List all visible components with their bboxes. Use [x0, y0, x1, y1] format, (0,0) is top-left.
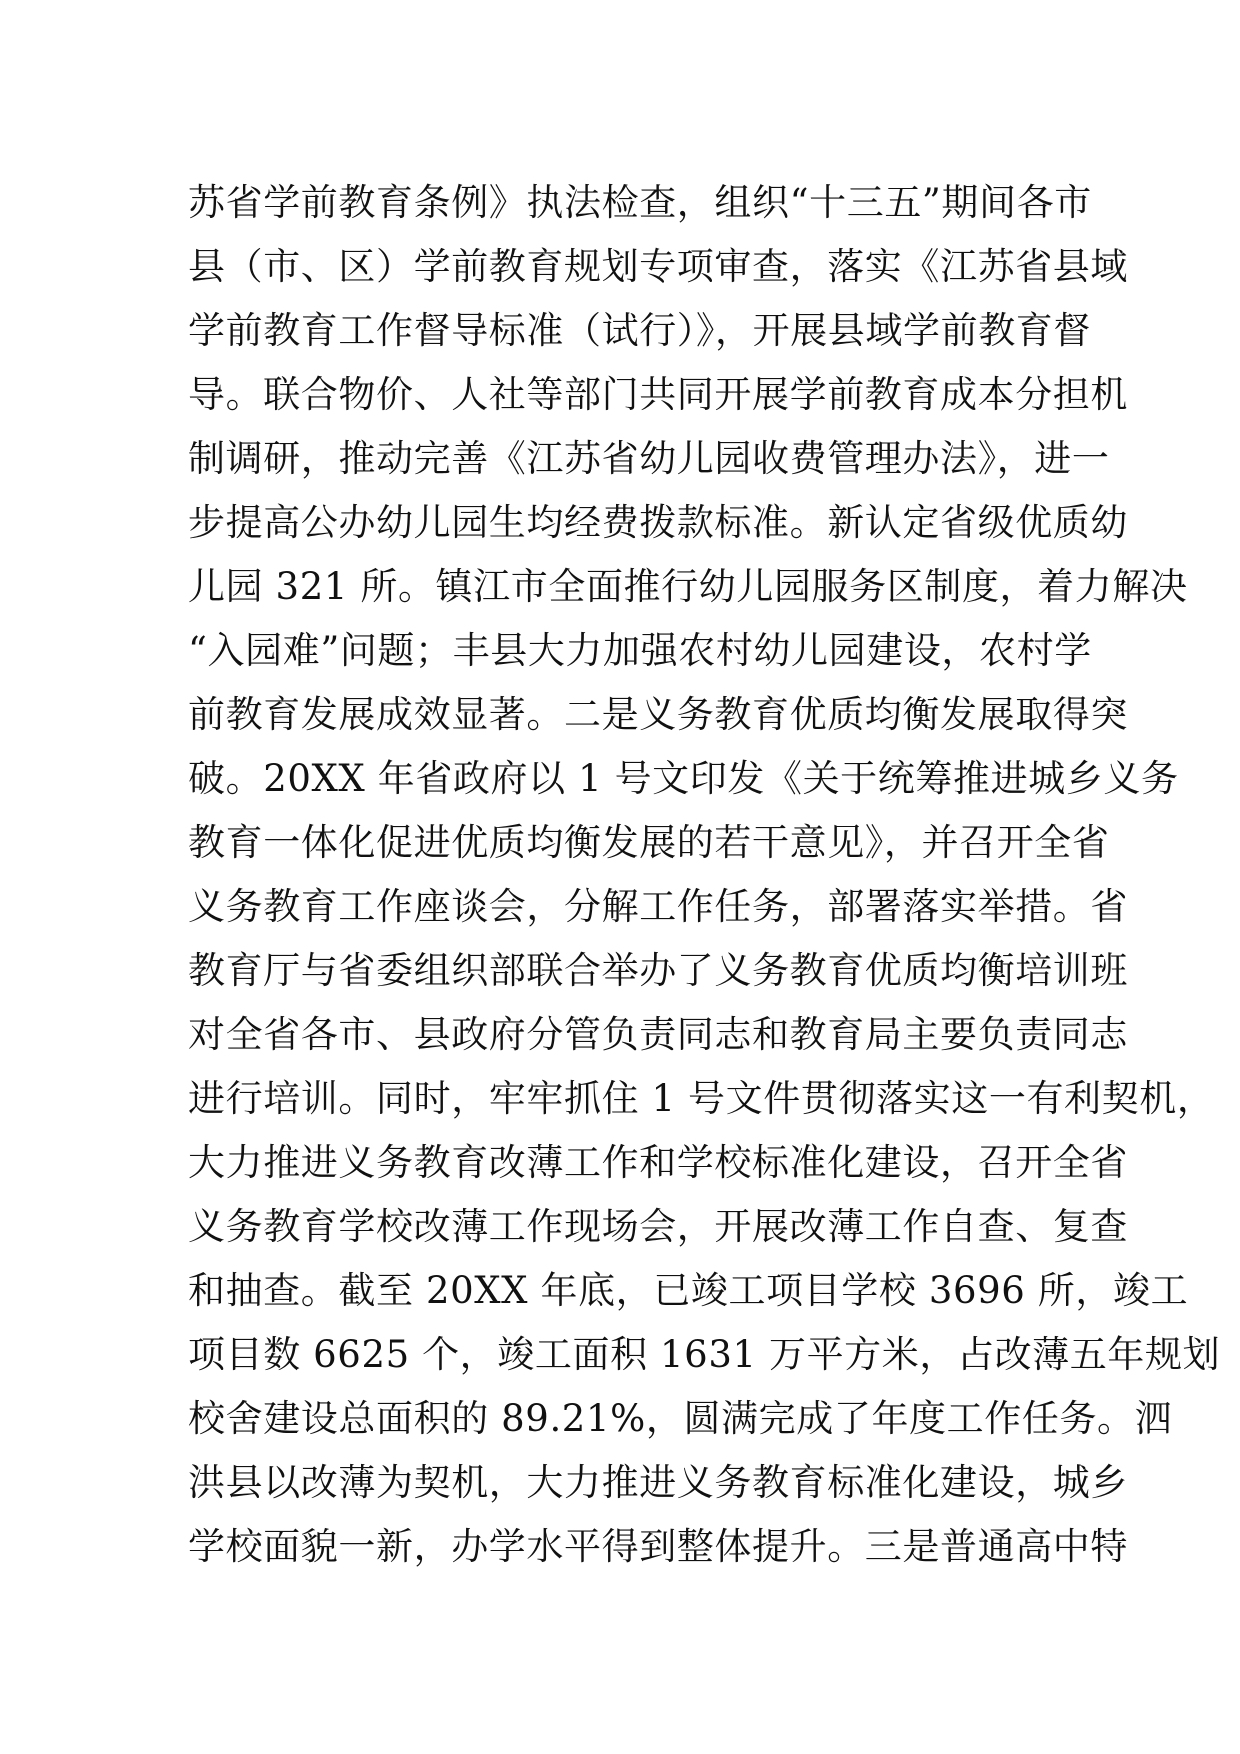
text-line: 大力推进义务教育改薄工作和学校标准化建设，召开全省 [188, 1141, 1128, 1184]
text-line: 教育厅与省委组织部联合举办了义务教育优质均衡培训班 [188, 949, 1128, 992]
text-line: 和抽查。截至 20XX 年底，已竣工项目学校 3696 所，竣工 [188, 1269, 1189, 1312]
text-line: 进行培训。同时，牢牢抓住 1 号文件贯彻落实这一有利契机， [188, 1077, 1215, 1120]
text-line: “入园难”问题；丰县大力加强农村幼儿园建设，农村学 [188, 629, 1092, 672]
text-line: 教育一体化促进优质均衡发展的若干意见》，并召开全省 [188, 821, 1110, 864]
text-line: 县（市、区）学前教育规划专项审查，落实《江苏省县域 [188, 245, 1128, 288]
text-line: 破。20XX 年省政府以 1 号文印发《关于统筹推进城乡义务 [188, 757, 1179, 800]
text-line: 学校面貌一新，办学水平得到整体提升。三是普通高中特 [188, 1525, 1128, 1568]
body-paragraph [188, 171, 1221, 1579]
text-line: 前教育发展成效显著。二是义务教育优质均衡发展取得突 [188, 693, 1128, 736]
text-line: 义务教育学校改薄工作现场会，开展改薄工作自查、复查 [188, 1205, 1128, 1248]
text-line: 儿园 321 所。镇江市全面推行幼儿园服务区制度，着力解决 [188, 565, 1188, 608]
text-line: 苏省学前教育条例》执法检查，组织“十三五”期间各市 [188, 181, 1092, 224]
text-line: 制调研，推动完善《江苏省幼儿园收费管理办法》，进一 [188, 437, 1110, 480]
text-line: 步提高公办幼儿园生均经费拨款标准。新认定省级优质幼 [188, 501, 1128, 544]
text-line: 校舍建设总面积的 89.21%，圆满完成了年度工作任务。泗 [188, 1397, 1173, 1440]
text-line: 项目数 6625 个，竣工面积 1631 万平方米，占改薄五年规划 [188, 1333, 1221, 1376]
text-line: 学前教育工作督导标准（试行）》，开展县域学前教育督 [188, 309, 1091, 352]
text-line: 义务教育工作座谈会，分解工作任务，部署落实举措。省 [188, 885, 1128, 928]
text-line: 洪县以改薄为契机，大力推进义务教育标准化建设，城乡 [188, 1461, 1128, 1504]
text-line: 对全省各市、县政府分管负责同志和教育局主要负责同志 [188, 1013, 1128, 1056]
text-line: 导。联合物价、人社等部门共同开展学前教育成本分担机 [188, 373, 1128, 416]
